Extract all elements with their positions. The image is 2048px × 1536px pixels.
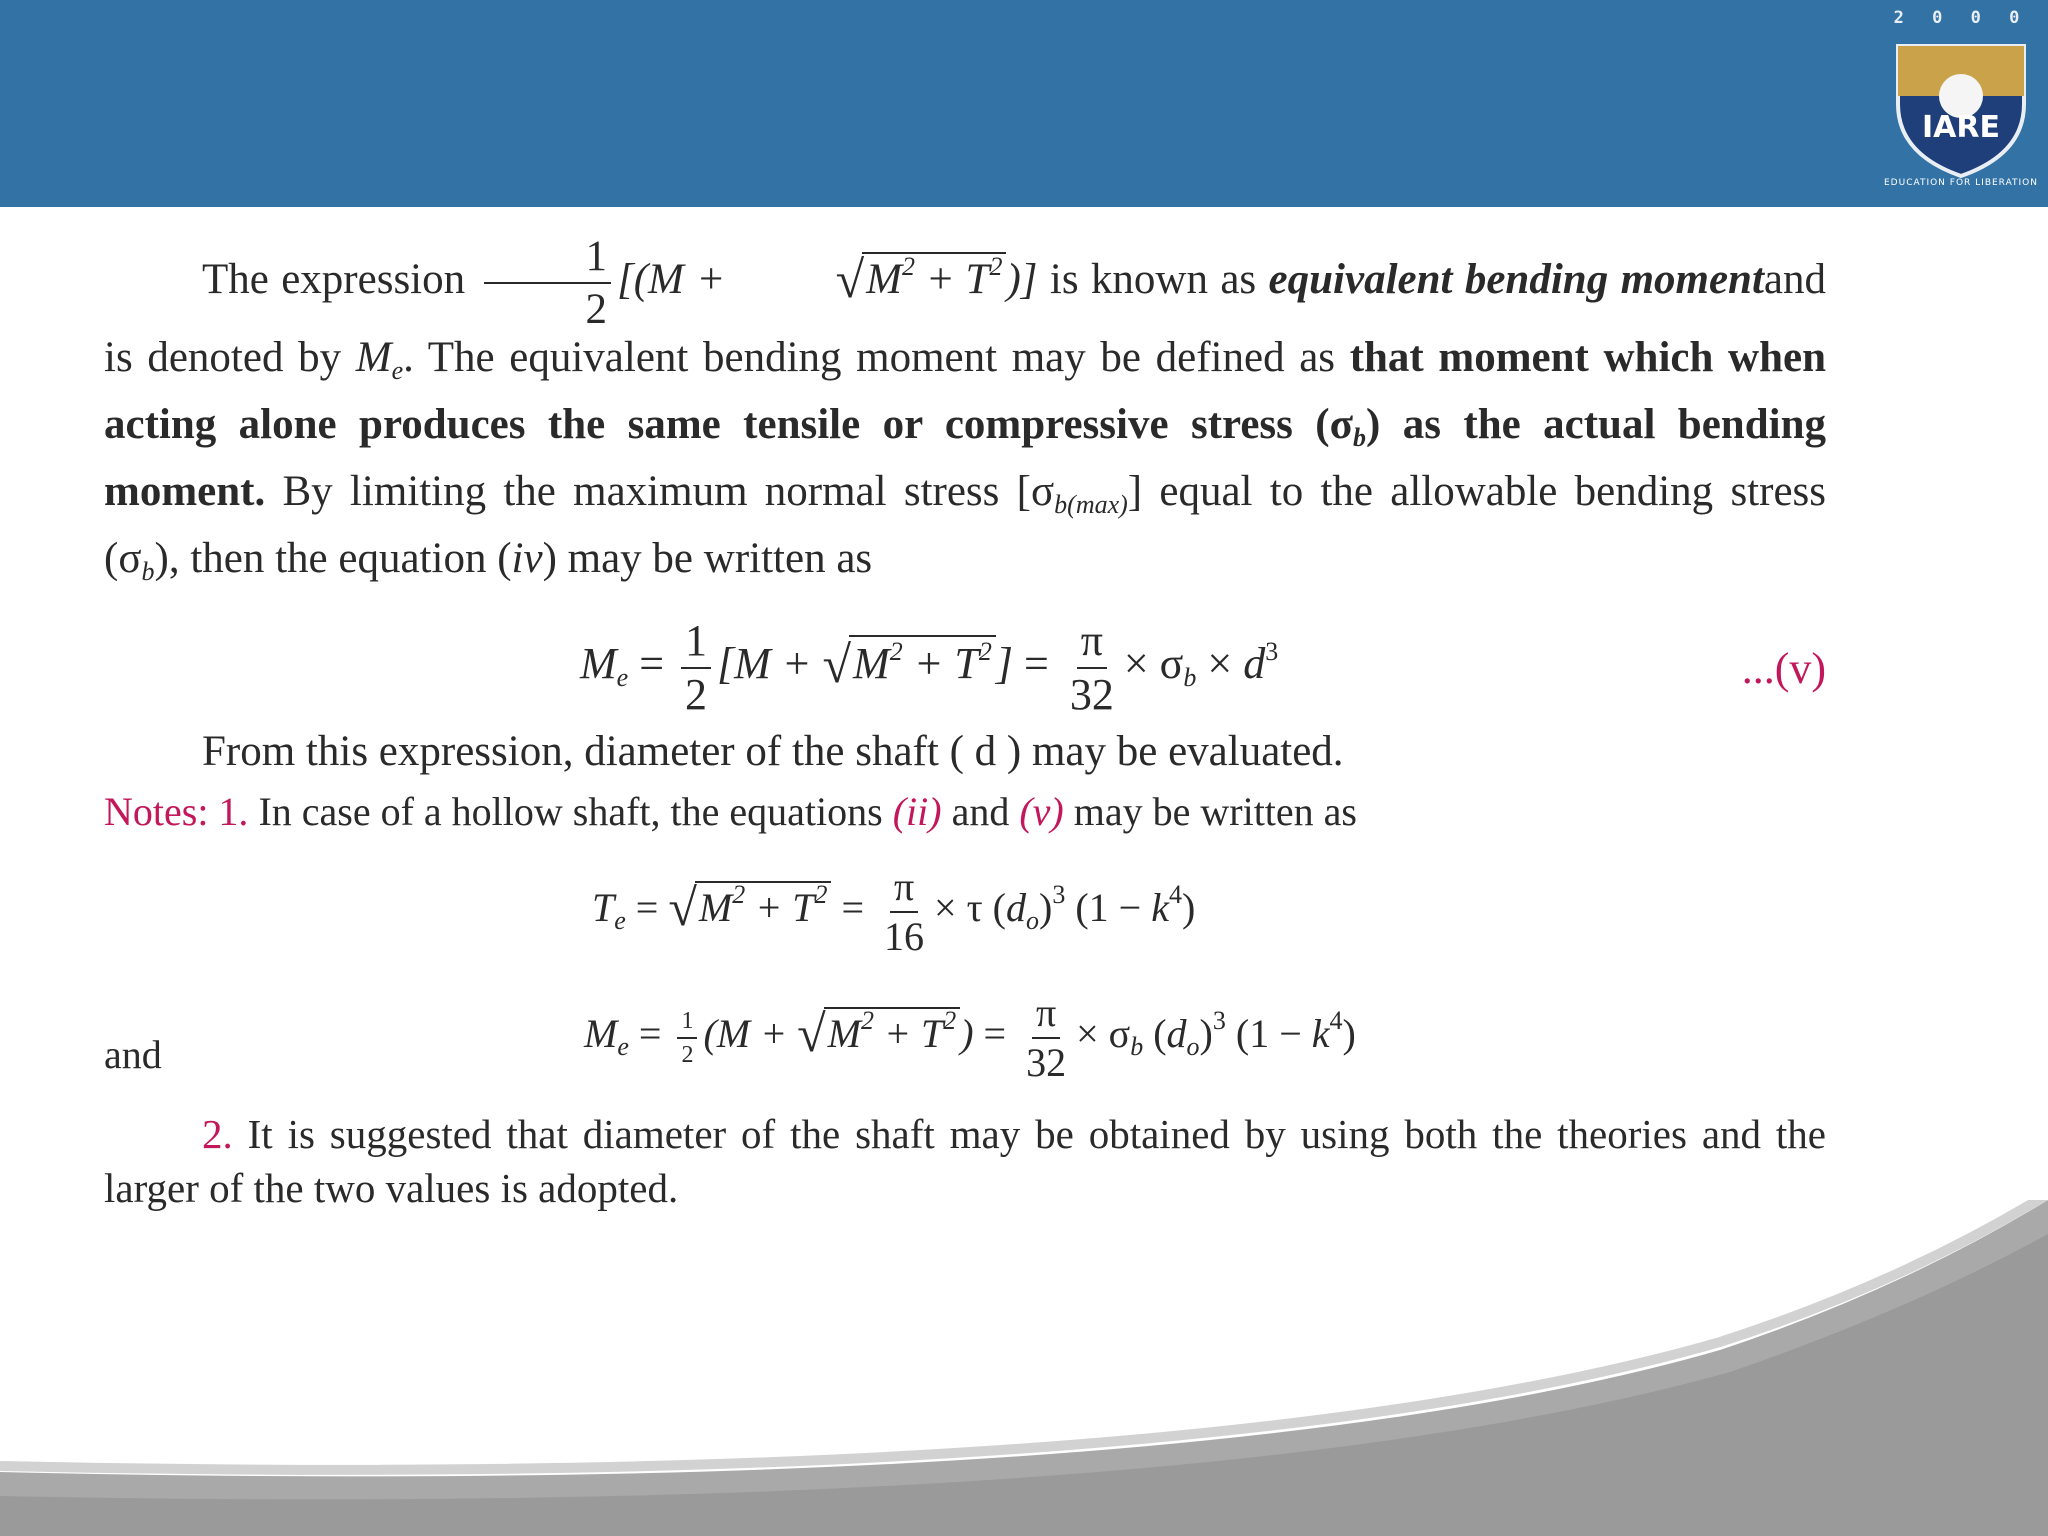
equation-tag-v: ...(v): [1741, 644, 1826, 693]
label-and: and: [104, 1032, 162, 1077]
text-written-as: ) may be written as: [542, 535, 873, 582]
paragraph-equivalent-moment: The expression $\frac{1}{2}$ $[(M + √M^2 + T^2)]$ is known as equivalent bending momentand is denoted by $M_e$. The equivalent bending moment may be defined as that moment which when acting alone produces the same tensile or compressive stress $(\sigma_b)$ as the actual bending moment. By limiting the maximum normal stress $[\sigma_{b(max)}]$ equal to the allowable bending stress $(\sigma_b)$, then the equation (iv) may be written as: [104, 233, 1827, 586]
equation-ref-v: (v): [1019, 789, 1064, 834]
logo-motto: EDUCATION FOR LIBERATION: [1884, 178, 2038, 188]
equation-ref-iv: iv: [511, 535, 543, 582]
notes-text-b: may be written as: [1073, 789, 1357, 834]
text-equation: ), then the equation (: [154, 535, 512, 582]
notes-1: [104, 785, 1826, 839]
text-lead: The expression: [202, 255, 466, 303]
slide-content: [104, 235, 1826, 1215]
equation-me-solid: $M_e$ = $\frac{1}{2}$ $[M + √M^2 + T^2]$ = $\frac{\pi}{32}$ × $\sigma_b \times d^3$: [580, 616, 1279, 719]
text-definition: . The equivalent bending moment may be defined as: [403, 334, 1336, 381]
symbol-me-sub: e: [391, 356, 404, 385]
logo-shield-icon: [1876, 24, 2046, 194]
equation-te-hollow: $T_e = √M^2 + T^2$ = $\frac{\pi}{16}$ × τ $(d_o)^3$ $(1 - k^4)$: [592, 864, 1196, 959]
text-equal: ] equal to the allowable bending stress (σ: [104, 468, 1826, 582]
notes-text-a: In case of a hollow shaft, the equations: [258, 789, 883, 834]
paragraph-diameter: From this expression, diameter of the shaft ( d ) may be evaluated.: [202, 728, 1344, 775]
text-by: by: [298, 334, 342, 381]
footer-swoosh: [0, 1200, 2048, 1536]
text-definition-bold: that moment which when acting alone produces the same tensile or compressive stress (σ: [104, 334, 1827, 448]
notes-2: [104, 1107, 1826, 1215]
text-definition-bold-tail: ) as the actual bending moment.: [104, 401, 1826, 515]
logo-year: 2 0 0 0: [1893, 8, 2029, 28]
sigma-bmax-sub: b(max): [1054, 490, 1128, 519]
text-tail: and is denoted: [104, 255, 1827, 381]
logo-name: IARE: [1922, 110, 2000, 145]
fraction-half: $\frac{1}{2}$: [484, 235, 612, 331]
equation-ref-ii: (ii): [892, 789, 942, 834]
text-mid: is known as: [1049, 255, 1257, 303]
notes-2-number: 2.: [202, 1111, 233, 1157]
equation-me-hollow: and $M_e$ = $\frac{1}{2}$ ($M + √M^2 + T^2$ ) = $\frac{\pi}{32}$ × $\sigma_b$ $(d_o)^3$ $(1 - k^4)$: [104, 990, 1356, 1085]
text-limiting: By limiting the maximum normal stress [σ: [282, 468, 1055, 515]
term-equivalent-bending-moment: equivalent bending moment: [1268, 255, 1764, 303]
notes-2-text: It is suggested that diameter of the shaft may be obtained by using both the theories and the larger of the two values is adopted.: [104, 1111, 1827, 1211]
sigma-b-sub: b: [1353, 423, 1367, 452]
sigma-b-sub-2: b: [141, 557, 155, 586]
notes-label: Notes: 1.: [104, 789, 249, 834]
iare-logo: [1876, 2, 2046, 202]
notes-and: and: [951, 789, 1010, 834]
header-band: [0, 0, 2048, 207]
symbol-me: M: [355, 334, 392, 381]
equation-v: [104, 609, 1826, 719]
